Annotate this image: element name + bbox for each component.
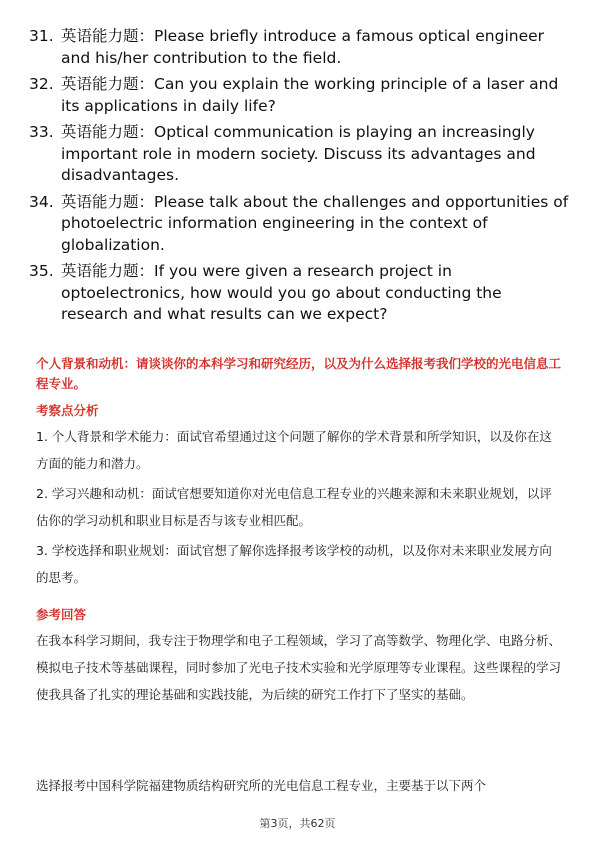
question-number: 32. <box>29 75 54 93</box>
list-item <box>29 122 569 187</box>
question-number: 34. <box>29 192 54 211</box>
analysis-point: 3. 学校选择和职业规划：面试官想了解你选择报考该学校的动机，以及你对未来职业发展方向的思考。 <box>36 543 552 585</box>
question-text: 英语能力题：Can you explain the working principle of a laser and its applications in daily life? <box>61 75 559 115</box>
answer-paragraph: 在我本科学习期间，我专注于物理学和电子工程领域，学习了高等数学、物理化学、电路分析、模拟电子技术等基础课程，同时参加了光电子技术实验和光学原理等专业课程。这些课程的学习使我具备了扎实的理论基础和实践技能，为后续的研究工作打下了坚实的基础。 <box>36 633 562 702</box>
question-text: 英语能力题：Optical communication is playing an increasingly important role in modern society. Discuss its advantages and disadvantages. <box>61 123 536 184</box>
question-text: 英语能力题：If you were given a research project in optoelectronics, how would you go about conducting the research and what results can we expect? <box>61 262 502 323</box>
analysis-point: 1. 个人背景和学术能力：面试官希望通过这个问题了解你的学术背景和所学知识，以及你在这方面的能力和潜力。 <box>36 429 552 471</box>
analysis-heading: 考察点分析 <box>36 403 99 418</box>
answer-paragraph: 选择报考中国科学院福建物质结构研究所的光电信息工程专业，主要基于以下两个 <box>36 778 487 793</box>
analysis-point: 2. 学习兴趣和动机：面试官想要知道你对光电信息工程专业的兴趣来源和未来职业规划，以评估你的学习动机和职业目标是否与该专业相匹配。 <box>36 486 552 528</box>
list-item <box>29 192 569 257</box>
question-number: 31. <box>29 27 54 45</box>
list-item <box>29 26 569 69</box>
question-text: 英语能力题：Please briefly introduce a famous optical engineer and his/her contribution to the field. <box>61 27 545 67</box>
question-number: 35. <box>29 262 54 280</box>
list-item <box>29 261 569 326</box>
section-title: 个人背景和动机：请谈谈你的本科学习和研究经历，以及为什么选择报考我们学校的光电信息工程专业。 <box>36 356 562 391</box>
question-list <box>29 26 569 331</box>
question-number: 33. <box>29 123 54 141</box>
list-item <box>29 74 569 117</box>
question-text: 英语能力题：Please talk about the challenges and opportunities of photoelectric information engineering in the context of globalization. <box>61 192 569 254</box>
page-footer: 第3页，共62页 <box>259 817 336 830</box>
answer-heading: 参考回答 <box>36 607 87 622</box>
